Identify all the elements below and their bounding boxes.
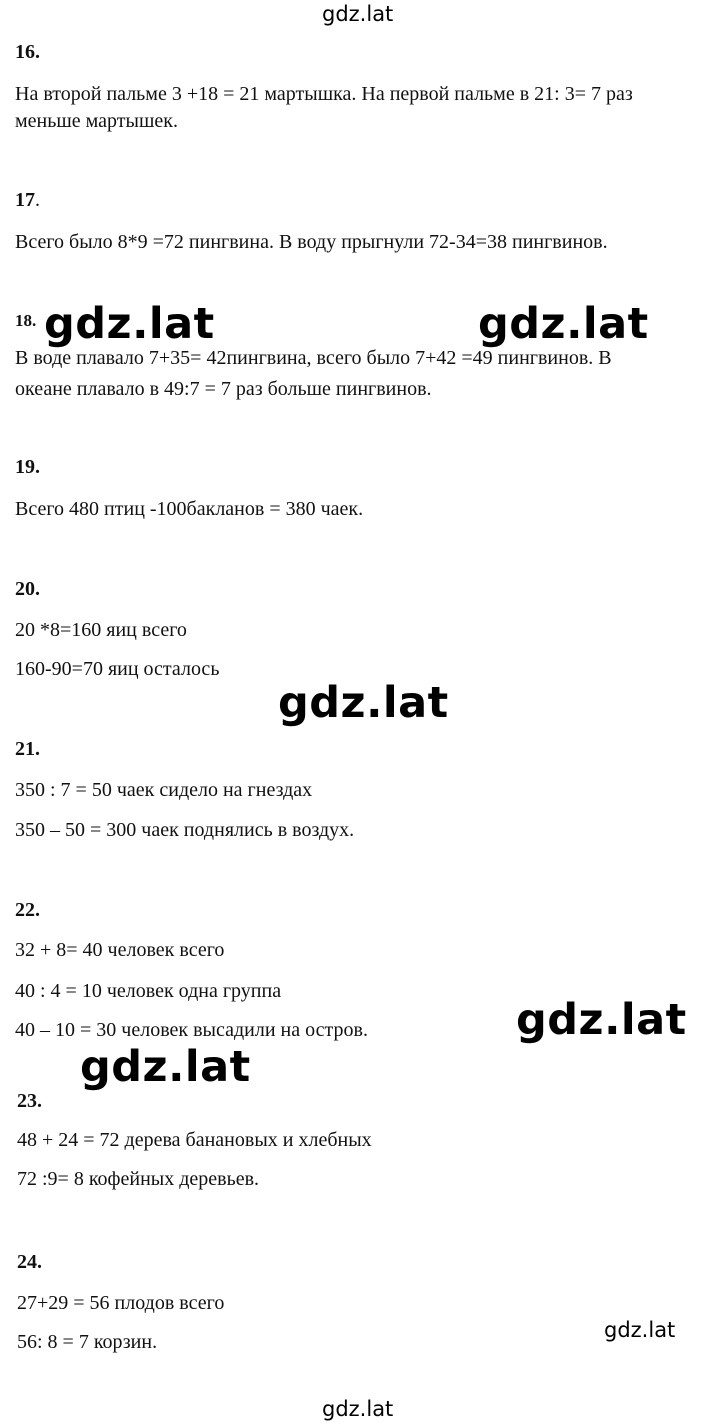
task-23-line-2: 72 :9= 8 кофейных деревьев. [17, 1168, 260, 1190]
task-22-line-1: 32 + 8= 40 человек всего [15, 939, 225, 961]
task-20-number: 20. [15, 578, 40, 600]
task-17-line-1: Всего было 8*9 =72 пингвина. В воду прыгнули 72-34=38 пингвинов. [15, 231, 608, 253]
task-21-number: 21. [15, 738, 40, 760]
watermark-top: gdz.lat [322, 2, 394, 26]
watermark-right-18: gdz.lat [478, 299, 649, 349]
task-19-number: 19. [15, 456, 40, 478]
task-22-line-3: 40 – 10 = 30 человек высадили на остров. [15, 1019, 368, 1041]
task-17-number-suffix: . [35, 189, 40, 211]
watermark-right-22: gdz.lat [516, 995, 687, 1045]
task-24-number: 24. [17, 1251, 42, 1273]
task-19-line-1: Всего 480 птиц -100бакланов = 380 чаек. [15, 498, 364, 520]
task-21-line-2: 350 – 50 = 300 чаек поднялись в воздух. [15, 819, 355, 841]
task-23-number: 23. [17, 1090, 42, 1112]
watermark-left-18: gdz.lat [44, 299, 215, 349]
task-18-number: 18. [15, 311, 37, 330]
watermark-right-24: gdz.lat [604, 1318, 676, 1342]
task-21-line-1: 350 : 7 = 50 чаек сидело на гнездах [15, 779, 313, 801]
task-18-line-2: океане плавало в 49:7 = 7 раз больше пингвинов. [15, 378, 432, 400]
watermark-center-20: gdz.lat [278, 678, 449, 728]
task-16-line-1: На второй пальме 3 +18 = 21 мартышка. На первой пальме в 21: 3= 7 раз [15, 83, 633, 105]
task-16-number: 16. [15, 41, 40, 63]
watermark-bottom: gdz.lat [322, 1397, 394, 1421]
task-17-heading [15, 188, 40, 212]
task-18-line-1: В воде плавало 7+35= 42пингвина, всего было 7+42 =49 пингвинов. В [15, 347, 612, 369]
task-24-line-1: 27+29 = 56 плодов всего [17, 1292, 225, 1314]
task-20-line-2: 160-90=70 яиц осталось [15, 658, 220, 680]
task-22-number: 22. [15, 899, 40, 921]
task-16-line-2: меньше мартышек. [15, 110, 178, 132]
task-22-line-2: 40 : 4 = 10 человек одна группа [15, 980, 282, 1002]
task-20-line-1: 20 *8=160 яиц всего [15, 619, 187, 641]
task-24-line-2: 56: 8 = 7 корзин. [17, 1331, 158, 1353]
task-17-number: 17 [15, 189, 35, 211]
task-23-line-1: 48 + 24 = 72 дерева банановых и хлебных [17, 1129, 372, 1151]
watermark-left-23: gdz.lat [80, 1042, 251, 1092]
